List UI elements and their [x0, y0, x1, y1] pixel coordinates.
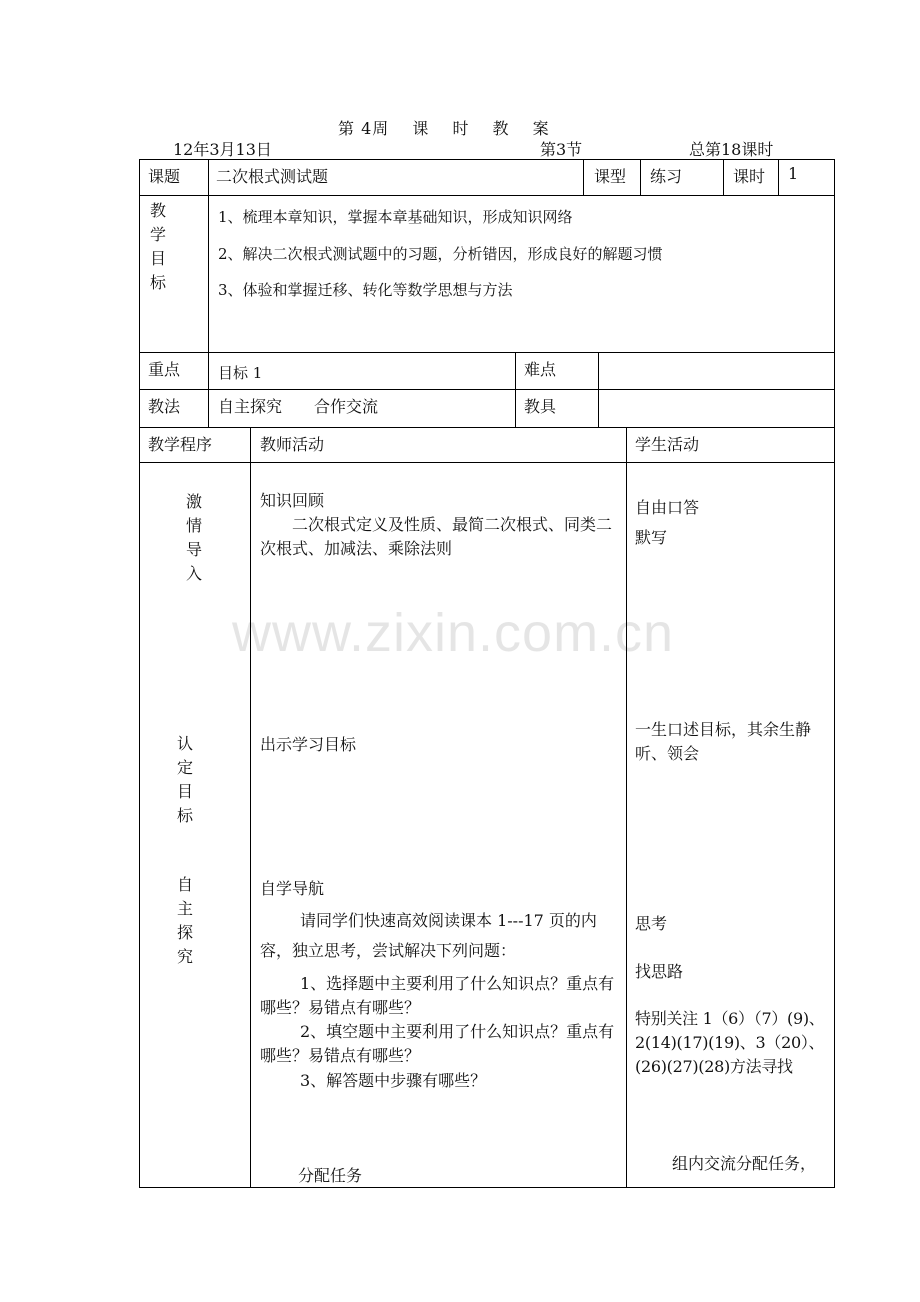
student-activity: 特别关注 1（6）（7）(9)、2(14)(17)(19)、3（20）、(26)(27)(28)方法寻找 — [635, 1009, 825, 1076]
teacher-activity: 知识回顾 二次根式定义及性质、最简二次根式、同类二次根式、加减法、乘除法则 — [260, 491, 613, 558]
student-activity: 自由口答 默写 — [635, 498, 700, 547]
teacher-activity: 出示学习目标 — [260, 735, 357, 754]
goal-item: 1、梳理本章知识，掌握本章基础知识，形成知识网络 — [218, 208, 573, 226]
procedure-col-header: 教学程序 — [148, 435, 213, 454]
student-activity: 找思路 — [635, 962, 684, 981]
key-point-label: 重点 — [148, 360, 181, 379]
lesson-section: 第3节 — [540, 140, 583, 159]
topic-label: 课题 — [148, 167, 181, 186]
hours-label: 课时 — [733, 167, 766, 186]
method-value: 自主探究 合作交流 — [218, 397, 379, 416]
teacher-activity-paragraph: 1、选择题中主要利用了什么知识点？重点有哪些？易错点有哪些？ — [260, 974, 615, 1017]
student-activity: 思考 — [635, 914, 668, 933]
teacher-activity-title: 自学导航 — [260, 879, 325, 898]
teacher-activity-paragraph: 请同学们快速高效阅读课本 1---17 页的内容，独立思考，尝试解决下列问题： — [260, 911, 597, 960]
page-title: 第 4周 课 时 教 案 — [338, 119, 550, 138]
watermark: www.zixin.com.cn — [232, 603, 675, 663]
type-label: 课型 — [594, 167, 627, 186]
key-point-value: 目标 1 — [218, 364, 263, 382]
student-col-header: 学生活动 — [635, 435, 700, 454]
stage-name: 激 情 导 入 — [185, 492, 202, 583]
type-value: 练习 — [650, 167, 683, 186]
goals-label: 教 学 目 标 — [149, 201, 166, 292]
student-activity: 一生口述目标，其余生静听、领会 — [635, 720, 812, 763]
teacher-activity-paragraph: 3、解答题中步骤有哪些？ — [300, 1071, 487, 1090]
difficulty-label: 难点 — [524, 360, 557, 379]
lesson-total: 总第18课时 — [689, 140, 774, 159]
teacher-col-header: 教师活动 — [260, 435, 325, 454]
hours-value: 1 — [788, 164, 799, 183]
teacher-activity-paragraph: 2、填空题中主要利用了什么知识点？重点有哪些？易错点有哪些？ — [260, 1022, 615, 1065]
student-activity: 组内交流分配任务， — [672, 1154, 817, 1173]
method-label: 教法 — [148, 397, 181, 416]
goal-item: 2、解决二次根式测试题中的习题，分析错因，形成良好的解题习惯 — [218, 245, 663, 263]
goal-item: 3、体验和掌握迁移、转化等数学思想与方法 — [218, 281, 513, 299]
teacher-activity-paragraph: 分配任务 — [298, 1166, 363, 1185]
stage-name: 自 主 探 究 — [176, 875, 193, 966]
tools-label: 教具 — [524, 397, 557, 416]
topic-value: 二次根式测试题 — [216, 167, 329, 186]
stage-name: 认 定 目 标 — [176, 734, 193, 825]
lesson-date: 12年3月13日 — [173, 140, 272, 159]
